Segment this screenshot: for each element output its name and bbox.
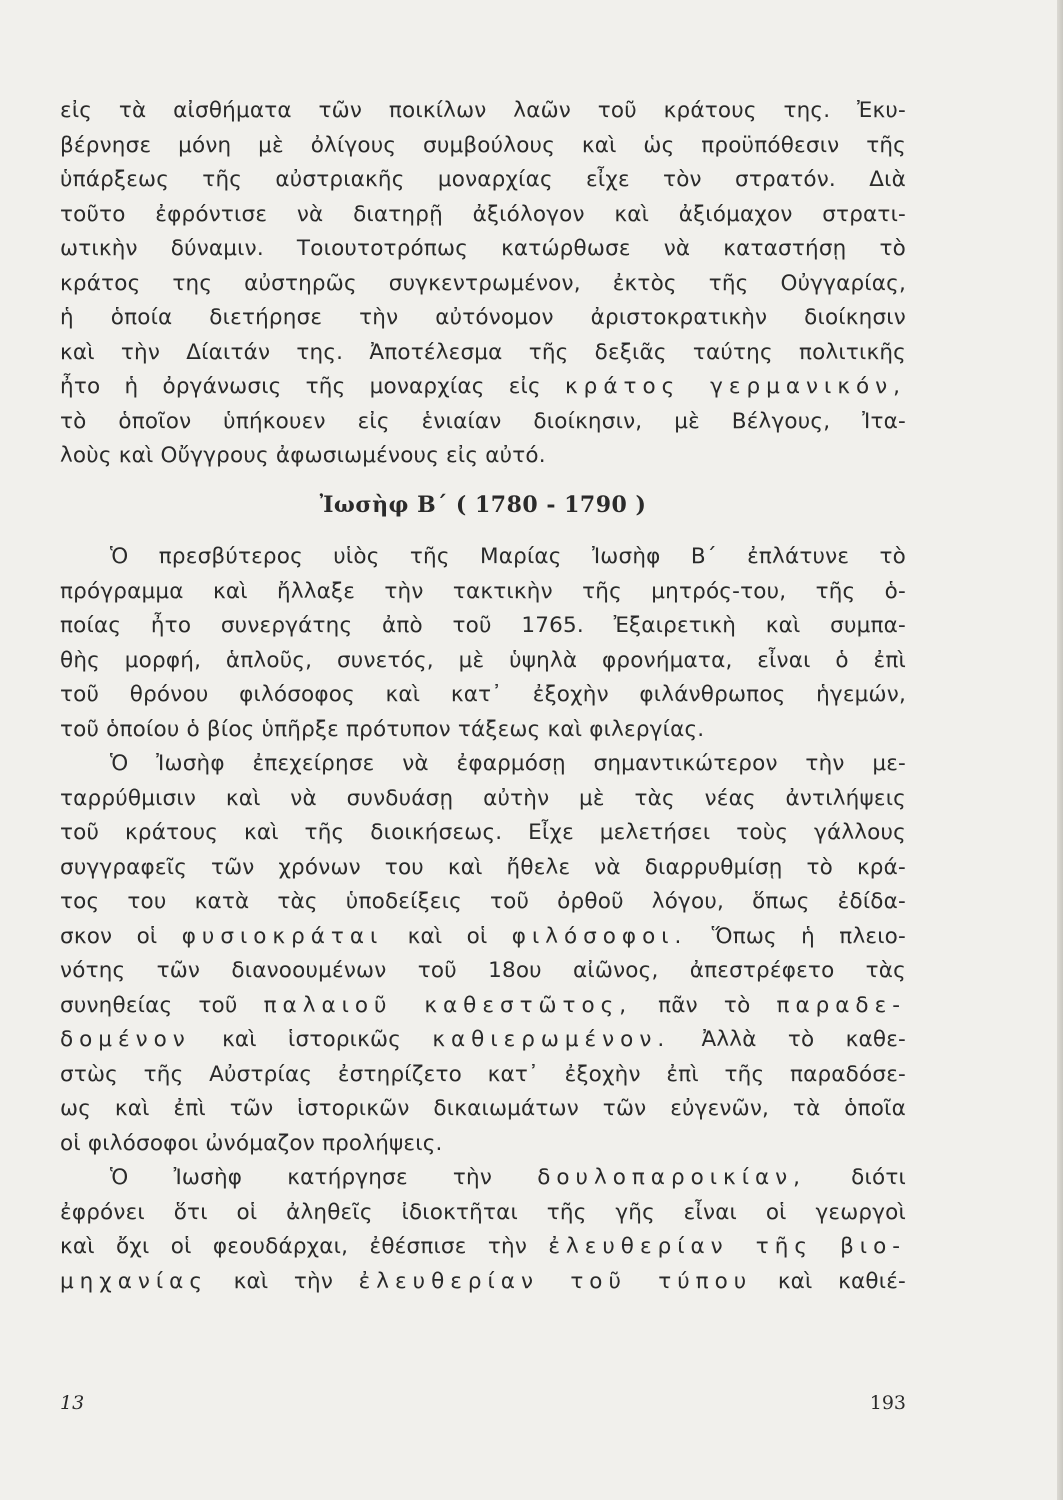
text-line: τοῦ κράτους καὶ τῆς διοικήσεως. Εἶχε μελετήσει τοὺς γάλλους xyxy=(60,820,906,845)
text-span: ἦτο ἡ ὀργάνωσις τῆς μοναρχίας εἰς xyxy=(60,374,541,399)
text-span: καὶ οἱ xyxy=(407,923,488,949)
text-line xyxy=(60,1265,906,1300)
text-span: συνηθείας τοῦ xyxy=(60,992,238,1018)
text-line: ἐφρόνει ὅτι οἱ ἀληθεῖς ἰδιοκτῆται τῆς γῆς εἶναι οἱ γεωργοὶ xyxy=(60,1199,906,1225)
text-line: Ὁ Ἰωσὴφ ἐπεχείρησε νὰ ἐφαρμόσῃ σημαντικώτερον τὴν με- xyxy=(110,751,906,776)
text-span: διότι xyxy=(851,1165,906,1190)
text-span: πᾶν τὸ xyxy=(658,992,751,1018)
text-line: τος του κατὰ τὰς ὑποδείξεις τοῦ ὀρθοῦ λόγου, ὅπως ἐδίδα- xyxy=(60,889,906,914)
paragraph-joseph-reforms xyxy=(60,747,906,1161)
paragraph-serfdom-abolition xyxy=(60,1161,906,1299)
emphasized-term: ἐλευθερίαν τῆς βιο- xyxy=(548,1234,906,1259)
emphasized-term: φιλόσοφοι. xyxy=(511,923,688,949)
emphasized-term: καθιερωμένον. xyxy=(432,1027,671,1052)
text-line: ως καὶ ἐπὶ τῶν ἱστορικῶν δικαιωμάτων τῶν εὐγενῶν, τὰ ὁποῖα xyxy=(60,1096,906,1121)
text-line: συγγραφεῖς τῶν χρόνων του καὶ ἤθελε νὰ διαρρυθμίσῃ τὸ κρά- xyxy=(60,854,906,880)
text-line: τοῦτο ἐφρόντισε νὰ διατηρῇ ἀξιόλογον καὶ ἀξιόμαχον στρατι- xyxy=(60,201,906,227)
text-line xyxy=(60,1023,906,1058)
text-span: καὶ τὴν xyxy=(233,1268,334,1294)
text-line: λοὺς καὶ Οὔγγρους ἀφωσιωμένους εἰς αὐτό. xyxy=(60,443,546,468)
text-line: ωτικὴν δύναμιν. Τοιουτοτρόπως κατώρθωσε νὰ καταστήσῃ τὸ xyxy=(60,236,906,261)
text-line: καὶ τὴν Δίαιτάν της. Ἀποτέλεσμα τῆς δεξιᾶς ταύτης πολιτικῆς xyxy=(60,339,906,365)
text-line: κράτος της αὐστηρῶς συγκεντρωμένον, ἐκτὸς τῆς Οὐγγαρίας, xyxy=(60,270,906,296)
text-span: Ἀλλὰ τὸ καθε- xyxy=(701,1027,906,1052)
text-line: ὑπάρξεως τῆς αὐστριακῆς μοναρχίας εἶχε τὸν στρατόν. Διὰ xyxy=(60,167,906,192)
page-number: 193 xyxy=(869,1392,906,1414)
text-line: οἱ φιλόσοφοι ὠνόμαζον προλήψεις. xyxy=(60,1130,443,1156)
text-line: ταρρύθμισιν καὶ νὰ συνδυάσῃ αὐτὴν μὲ τὰς νέας ἀντιλήψεις xyxy=(60,785,906,811)
text-line: ἡ ὁποία διετήρησε τὴν αὐτόνομον ἀριστοκρατικὴν διοίκησιν xyxy=(60,305,906,330)
text-line xyxy=(60,920,906,955)
emphasized-term: φυσιοκράται xyxy=(181,923,384,949)
emphasized-term: παραδε- xyxy=(776,992,906,1018)
text-span: Ὅπως ἡ πλειο- xyxy=(711,923,906,949)
text-line xyxy=(60,1161,906,1196)
signature-mark: 13 xyxy=(60,1392,85,1414)
text-line xyxy=(60,1230,906,1265)
text-line: ποίας ἦτο συνεργάτης ἀπὸ τοῦ 1765. Ἐξαιρετικὴ καὶ συμπα- xyxy=(60,613,906,638)
text-line: τὸ ὁποῖον ὑπήκουεν εἰς ἑνιαίαν διοίκησιν, μὲ Βέλγους, Ἰτα- xyxy=(60,408,906,434)
emphasized-term: δομένον xyxy=(60,1027,191,1052)
text-span: καὶ ὄχι οἱ φεουδάρχαι, ἐθέσπισε τὴν xyxy=(60,1234,528,1259)
text-span: Ὁ Ἰωσὴφ κατήργησε τὴν xyxy=(110,1165,493,1190)
text-line: τοῦ ὁποίου ὁ βίος ὑπῆρξε πρότυπον τάξεως καὶ φιλεργίας. xyxy=(60,716,705,742)
paragraph-austria-policy xyxy=(60,94,906,474)
text-span: σκον οἱ xyxy=(60,923,158,949)
paragraph-joseph-intro xyxy=(60,540,906,747)
text-line: τοῦ θρόνου φιλόσοφος καὶ κατ᾽ ἐξοχὴν φιλάνθρωπος ἡγεμών, xyxy=(60,682,906,707)
emphasized-term: κράτος γερμανικόν, xyxy=(565,374,906,399)
emphasized-term: μηχανίας xyxy=(60,1268,208,1294)
text-line: εἰς τὰ αἰσθήματα τῶν ποικίλων λαῶν τοῦ κράτους της. Ἐκυ- xyxy=(60,98,906,123)
text-span: καὶ ἱστορικῶς xyxy=(222,1027,402,1052)
text-line: πρόγραμμα καὶ ἤλλαξε τὴν τακτικὴν τῆς μητρός-του, τῆς ὁ- xyxy=(60,578,906,604)
text-line: Ὁ πρεσβύτερος υἱὸς τῆς Μαρίας Ἰωσὴφ Β΄ ἐπλάτυνε τὸ xyxy=(110,544,906,569)
text-line: στὼς τῆς Αὐστρίας ἐστηρίζετο κατ᾽ ἐξοχὴν ἐπὶ τῆς παραδόσε- xyxy=(60,1061,906,1087)
page-edge-shadow xyxy=(1057,0,1063,1500)
page-footer xyxy=(60,1392,906,1422)
text-line: βέρνησε μόνη μὲ ὀλίγους συμβούλους καὶ ὡς προϋπόθεσιν τῆς xyxy=(60,132,906,158)
emphasized-term: δουλοπαροικίαν, xyxy=(537,1165,807,1190)
text-line xyxy=(60,989,906,1024)
section-heading: Ἰωσὴφ Β΄ ( 1780 - 1790 ) xyxy=(319,491,647,518)
text-span: καὶ καθιέ- xyxy=(777,1268,906,1294)
text-line: θὴς μορφή, ἁπλοῦς, συνετός, μὲ ὑψηλὰ φρονήματα, εἶναι ὁ ἐπὶ xyxy=(60,647,906,673)
emphasized-term: παλαιοῦ καθεστῶτος, xyxy=(263,992,633,1018)
emphasized-term: ἐλευθερίαν τοῦ τύπου xyxy=(358,1268,753,1294)
text-line xyxy=(60,370,906,405)
page-text xyxy=(60,94,906,1299)
text-line: νότης τῶν διανοουμένων τοῦ 18ου αἰῶνος, ἀπεστρέφετο τὰς xyxy=(60,958,906,983)
